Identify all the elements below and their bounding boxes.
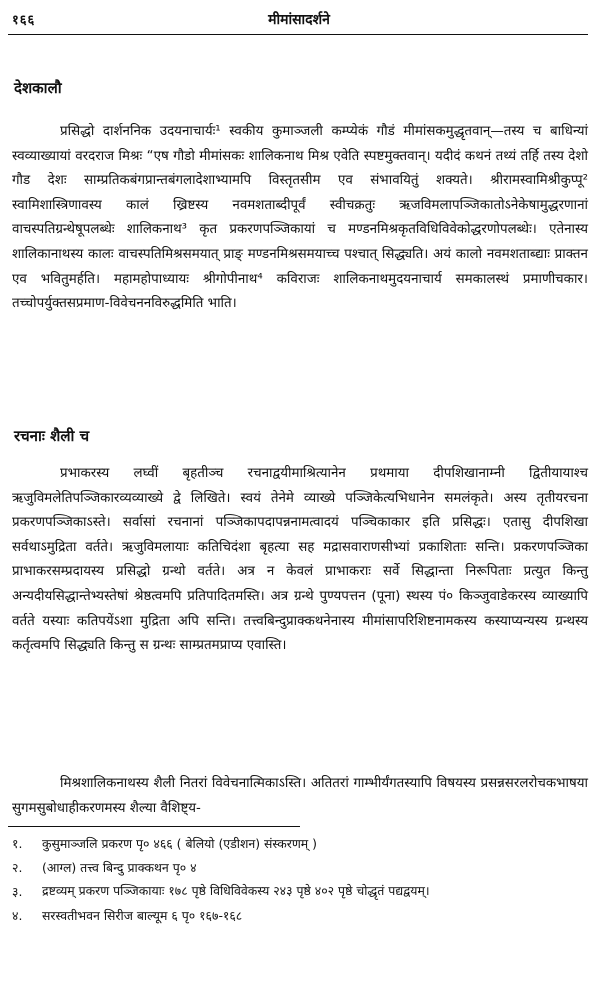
footnote-number: २. [12, 860, 23, 875]
footnote-item [12, 856, 588, 880]
footnote-text: सरस्वतीभवन सिरीज बाल्यूम ६ पृ० १६७-१६८ [42, 908, 243, 923]
footnote-text: कुसुमाञ्जलि प्रकरण पृ० ४६६ ( बेलियो (एडीशन) संस्करणम् ) [42, 836, 317, 851]
page-header [12, 8, 586, 32]
footnote-item [12, 904, 588, 928]
footnote-number: ४. [12, 908, 23, 923]
paragraph-place-time: प्रसिद्धो दार्शननिक उदयनाचार्यः¹ स्वकीय कुमाञ्जली कम्प्येकं गौडं मीमांसकमुद्धृतवान्—तस्य च बाधिन्यां स्वव्याख्यायां वरदराज मिश्रः “एष गौडो मीमांसकः शालिकनाथ मिश्र एवेति स्पष्टमुक्तवान्। यदीदं कथनं तथ्यं तर्हि तस्य देशो गौड देशः साम्प्रतिकबंगप्रान्तबंगलादेशाभ्यामपि विस्तृतसीम एव संभावयितुं शक्यते। श्रीरामस्वामिश्रीकुप्पू² स्वामिशास्त्रिणावस्य कालं ख्रिष्टस्य नवमशताब्दीपूर्वं स्वीचक्रतुः ऋजविमलापञ्जिकातोऽनेकेषामुद्धरणानां वाचस्पतिग्रन्थेषूपलब्धेः शालिकनाथ³ कृत प्रकरणपञ्जिकायां च मण्डनमिश्रकृतविधिविवेकोद्धरणोपलब्धेः। एतेनास्य शालिकानाथस्य कालः वाचस्पतिमिश्रसमयात् प्राङ् मण्डनमिश्रसमयाच्च पश्चात् सिद्ध्यति। अयं कालो नवमशताब्द्याः प्राक्तन एव भवितुमर्हति। महामहोपाध्यायः श्रीगोपीनाथ⁴ कविराजः शालिकनाथमुदयनाचार्य समकालस्थं प्रमाणीचकार। तच्चोपर्युक्तसप्रमाण-विवेचननविरुद्धमिति भाति। [12, 124, 588, 312]
footnote-text: द्रष्टव्यम् प्रकरण पञ्जिकायाः १७८ पृष्ठे विधिविवेकस्य २४३ पृष्ठे ४०२ पृष्ठे चोद्धृतं पद्यद्वयम्। [42, 883, 430, 898]
footnote-item [12, 832, 588, 856]
footnote-text: (आग्ल) तत्त्व बिन्दु प्राक्कथन पृ० ४ [42, 860, 197, 875]
running-title: मीमांसादर्शने [268, 12, 330, 28]
page-number: १६६ [12, 13, 36, 28]
footnotes [12, 832, 588, 928]
paragraph-style: मिश्रशालिकनाथस्य शैली नितरां विवेचनात्मिकाऽस्ति। अतितरां गाम्भीर्यंगतस्यापि विषयस्य प्रसन्नसरलरोचकभाषया सुगमसुबोधाहीकरणमस्य शैल्या वैशिष्ट्य- [12, 776, 588, 816]
section-heading-works-style: रचनाः शैली च [14, 427, 90, 445]
section-heading-place-time: देशकालौ [14, 79, 62, 97]
footnote-number: ३. [12, 884, 23, 899]
footnote-item [12, 880, 588, 904]
header-rule [8, 34, 588, 35]
footnote-rule [8, 826, 300, 827]
footnote-number: १. [12, 836, 23, 851]
paragraph-works: प्रभाकरस्य लघ्वीं बृहतीञ्च रचनाद्वयीमाश्रित्यानेन प्रथमाया दीपशिखानाम्नी द्वितीयायाश्च ऋजुविमलेतिपञ्जिकारव्यव्याख्ये द्वे लिखिते। स्वयं तेनेमे व्याख्ये पञ्जिकेत्यभिधानेन समलंकृते। अस्य तृतीयरचना प्रकरणपञ्जिकाऽस्ते। सर्वासां रचनानां पञ्जिकापदापन्ननामत्वादयं पञ्चिकाकार इति प्रसिद्धः। एतासु दीपशिखा सर्वथाऽमुद्रिता वर्तते। ऋजुविमलायाः कतिचिदंशा बृहत्या सह मद्रासवाराणसीभ्यां प्रकाशिताः सन्ति। प्रकरणपञ्जिका प्राभाकरसम्प्रदायस्य प्रसिद्धो ग्रन्थो वर्तते। अत्र न केवलं प्राभाकराः सर्वे सिद्धान्ता निरूपिताः प्रत्युत किन्तु अन्यदीयसिद्धान्तेभ्यस्तेषां श्रेष्ठत्वमपि प्रतिपादितमस्ति। अत्र ग्रन्थे पुण्यपत्तन (पूना) स्थस्य पं० किञ्जुवाडेकरस्य व्याख्यापि वर्तते यस्याः कतिपयेंऽशा मुद्रिता अपि सन्ति। तत्त्वबिन्दुप्राक्कथनेनास्य मीमांसापरिशिष्टनामकस्य कस्याप्यन्यस्य ग्रन्थस्य कर्तृत्वमपि सिद्ध्यति किन्तु स ग्रन्थः साम्प्रतमप्राप्य एवास्ति। [12, 466, 588, 654]
